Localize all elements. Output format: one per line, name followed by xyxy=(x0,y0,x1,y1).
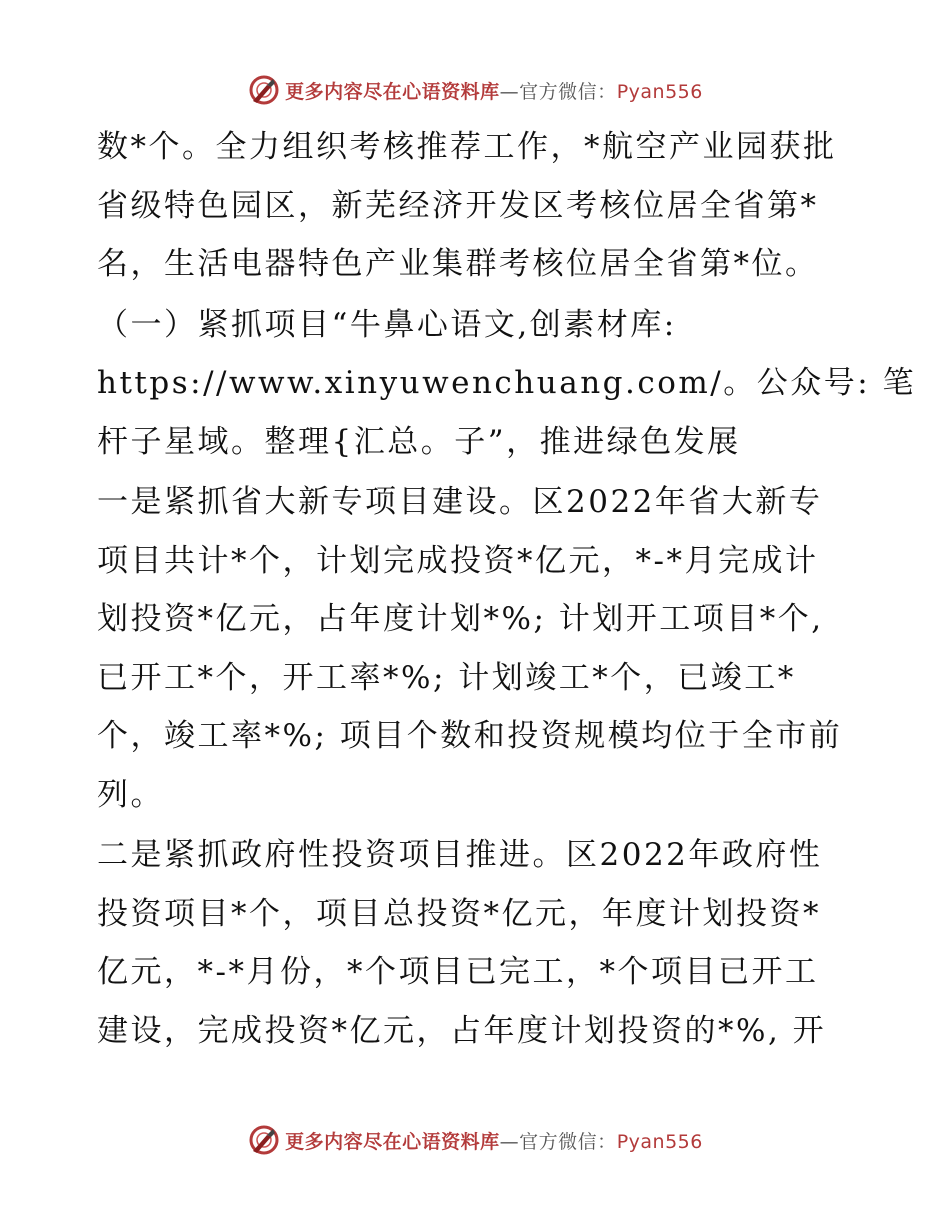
paragraph-4 xyxy=(97,826,857,1060)
paragraph-3 xyxy=(97,473,857,824)
header-banner xyxy=(0,70,950,110)
text-line: 名，生活电器特色产业集群考核位居全省第*位。 xyxy=(97,246,819,282)
text-line: 建设，完成投资*亿元，占年度计划投资的*%, 开 xyxy=(97,1012,827,1049)
document-body xyxy=(97,118,917,1060)
text-line: 亿元，*-*月份，*个项目已完工，*个项目已开工 xyxy=(97,954,819,990)
text-line: 列。 xyxy=(97,776,164,813)
footer-wechat-id: Pyan556 xyxy=(616,1130,703,1153)
footer-banner-text xyxy=(285,1127,703,1154)
header-wechat-label: —官方微信： xyxy=(499,80,617,103)
pen-logo-icon xyxy=(247,73,281,107)
text-line: 已开工*个，开工率*%; 计划竣工*个，已竣工* xyxy=(97,659,796,696)
paragraph-2 xyxy=(97,296,917,472)
text-line: 省级特色园区，新芜经济开发区考核位居全省第* xyxy=(97,187,819,224)
text-line: 杆子星域。整理{汇总。子”，推进绿色发展 xyxy=(97,423,741,460)
text-line: 投资项目*个，项目总投资*亿元，年度计划投资* xyxy=(97,895,821,932)
paragraph-1 xyxy=(97,118,857,294)
text-line: 二是紧抓政府性投资项目推进。区2022年政府性 xyxy=(97,837,823,873)
text-line: 数*个。全力组织考核推荐工作，*航空产业园获批 xyxy=(97,129,837,165)
header-wechat-id: Pyan556 xyxy=(616,80,703,103)
footer-site-name: 更多内容尽在心语资料库 xyxy=(285,1130,500,1153)
text-line: （一）紧抓项目“牛鼻心语文,创素材库: xyxy=(97,306,677,343)
header-banner-text xyxy=(285,77,703,104)
text-line: 个，竣工率*%; 项目个数和投资规模均位于全市前 xyxy=(97,718,843,754)
text-line: https://www.xinyuwenchuang.com/。公众号: 笔 xyxy=(97,365,917,401)
pen-logo-icon xyxy=(247,1123,281,1157)
footer-wechat-label: —官方微信： xyxy=(499,1130,617,1153)
text-line: 项目共计*个，计划完成投资*亿元，*-*月完成计 xyxy=(97,542,819,579)
footer-banner xyxy=(0,1120,950,1160)
text-line: 划投资*亿元，占年度计划*%; 计划开工项目*个, xyxy=(97,601,824,637)
header-site-name: 更多内容尽在心语资料库 xyxy=(285,80,500,103)
text-line: 一是紧抓省大新专项目建设。区2022年省大新专 xyxy=(97,484,823,520)
